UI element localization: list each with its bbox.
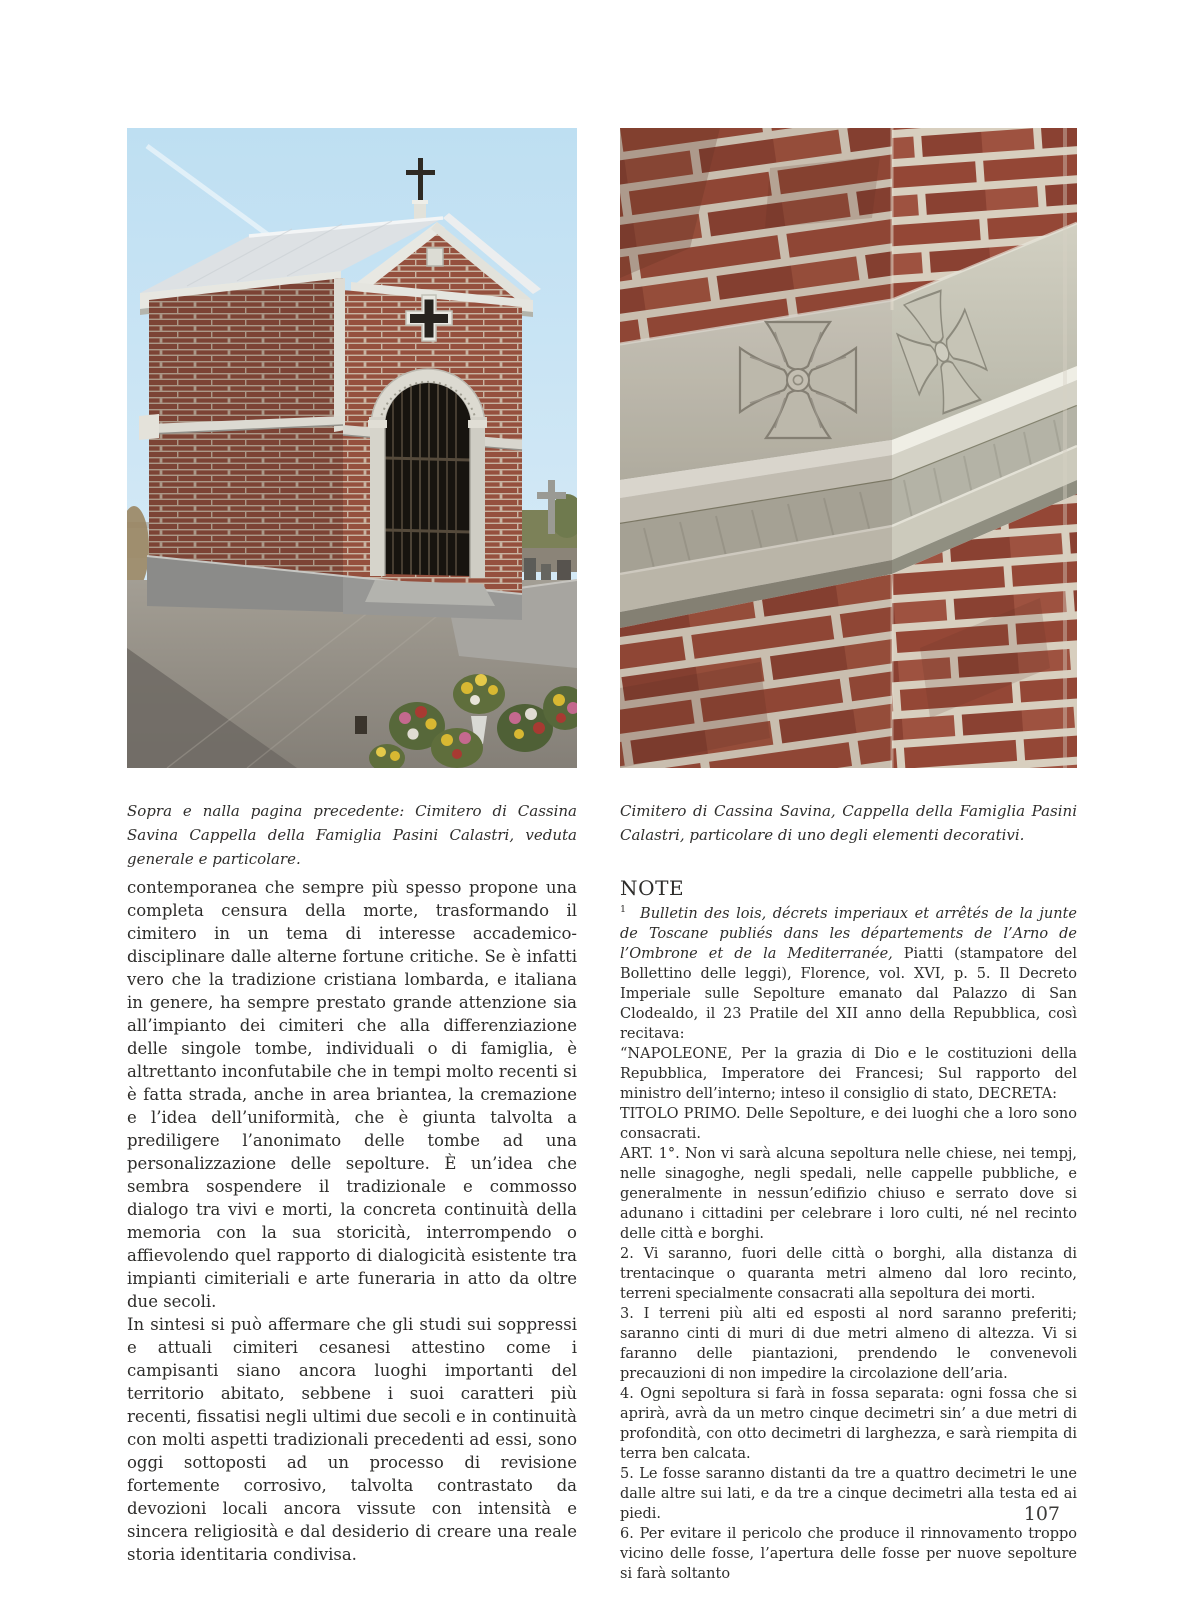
caption-right: Cimitero di Cassina Savina, Cappella della Famiglia Pasini Calastri, particolare di uno degli elementi decorativi. [620, 802, 1077, 844]
note-item: 4. Ogni sepoltura si farà in fossa separata: ogni fossa che si aprirà, avrà da un metro cinque decimetri sin’ a due metri di profondità, con otto decimetri di larghezza, e sarà riempita di terra ben calcata. [620, 1386, 1077, 1462]
footnote-marker: 1 [620, 904, 627, 916]
note-item: 6. Per evitare il pericolo che produce il rinnovamento troppo vicino delle fosse, l’apertura delle fosse per nuove sepolture si farà soltanto [620, 1526, 1077, 1582]
figure-chapel [127, 128, 577, 768]
chapel-photo [127, 128, 577, 768]
notes-column [620, 876, 1077, 1584]
note-item: ART. 1°. Non vi sarà alcuna sepoltura nelle chiese, nei tempj, nelle sinagoghe, negli spedali, nelle cappelle pubbliche, e generalmente in nessun’edifizio chiuso e serrato dove si adunano i cittadini per celebrare i loro culti, né nel recinto delle città e borghi. [620, 1146, 1077, 1242]
note-item: 2. Vi saranno, fuori delle città o borghi, alla distanza di trentacinque o quaranta metri almeno dal loro recinto, terreni specialmente consacrati alla sepoltura dei morti. [620, 1246, 1077, 1302]
note-item: “NAPOLEONE, Per la grazia di Dio e le costituzioni della Repubblica, Imperatore dei Francesi; Sul rapporto del ministro dell’interno; inteso il consiglio di stato, DECRETA: [620, 1046, 1077, 1102]
entrance-portal [368, 369, 487, 578]
body-paragraph: contemporanea che sempre più spesso propone una completa censura della morte, trasformando il cimitero in un tema di interesse accademico-disciplinare dalle alterne fortune critiche. Se è infatti vero che la tradizione cristiana lombarda, e italiana in genere, ha sempre prestato grande attenzione sia all’impianto dei cimiteri che alla differenziazione delle singole tombe, individuali o di famiglia, è altrettanto inconfutabile che in tempi molto recenti si è fatta strada, anche in area briantea, la cremazione e l’idea dell’uniformità, che è giunta talvolta a prediligere l’anonimato delle tombe ad una personalizzazione delle sepolture. È un’idea che sembra sospendere il tradizionale e commosso dialogo tra vivi e morti, la concreta continuità della memoria con la sua storicità, interrompendo o affievolendo quel rapporto di dialogicità esistente tra impianti cimiteriali e arte funeraria in atto da oltre due secoli. [127, 878, 577, 1311]
footnote-1 [620, 904, 1077, 1044]
figure-brick-detail [620, 128, 1077, 768]
brick-corner-detail-photo [620, 128, 1077, 768]
body-paragraph: In sintesi si può affermare che gli studi sui soppressi e attuali cimiteri cesanesi attestino come i campisanti siano ancora luoghi importanti del territorio abitato, sebbene i suoi caratteri più recenti, fissatisi negli ultimi due secoli e in continuità con molti aspetti tradizionali precedenti ad essi, sono oggi sottoposti ad un processo di revisione fortemente corrosivo, talvolta contrastato da devozioni locali ancora vissute con intensità e sincera religiosità e dal desiderio di creare una reale storia identitaria condivisa. [127, 1315, 577, 1564]
body-column [127, 876, 577, 1566]
notes-heading: NOTE [620, 876, 685, 900]
page-number: 107 [1023, 1503, 1060, 1525]
footnote-italic-title: Bulletin des lois, décrets imperiaux et arrêtés de la junte de Toscane publiés dans les départements de l’Arno de l’Ombrone et de la Mediterranée, [620, 906, 1077, 962]
note-item: 3. I terreni più alti ed esposti al nord saranno preferiti; saranno cinti di muri di due metri almeno di altezza. Vi si faranno delle piantazioni, prendendo le convenevoli precauzioni di non impedire la circolazione dell’aria. [620, 1306, 1077, 1382]
caption-left: Sopra e nalla pagina precedente: Cimitero di Cassina Savina Cappella della Famiglia Pasini Calastri, veduta generale e particolare. [127, 802, 577, 868]
footnote-text: Piatti (stampatore del Bollettino delle leggi), Florence, vol. XVI, p. 5. Il Decreto Imperiale sulle Sepolture emanato dal Palazzo di San Clodealdo, il 23 Pratile del XII anno della Repubblica, così recitava: [620, 946, 1077, 1042]
note-item: TITOLO PRIMO. Delle Sepolture, e dei luoghi che a loro sono consacrati. [620, 1106, 1077, 1142]
note-item: 5. Le fosse saranno distanti da tre a quattro decimetri le une dalle altre sui lati, e da tre a cinque decimetri alla testa ed ai piedi. [620, 1466, 1077, 1522]
